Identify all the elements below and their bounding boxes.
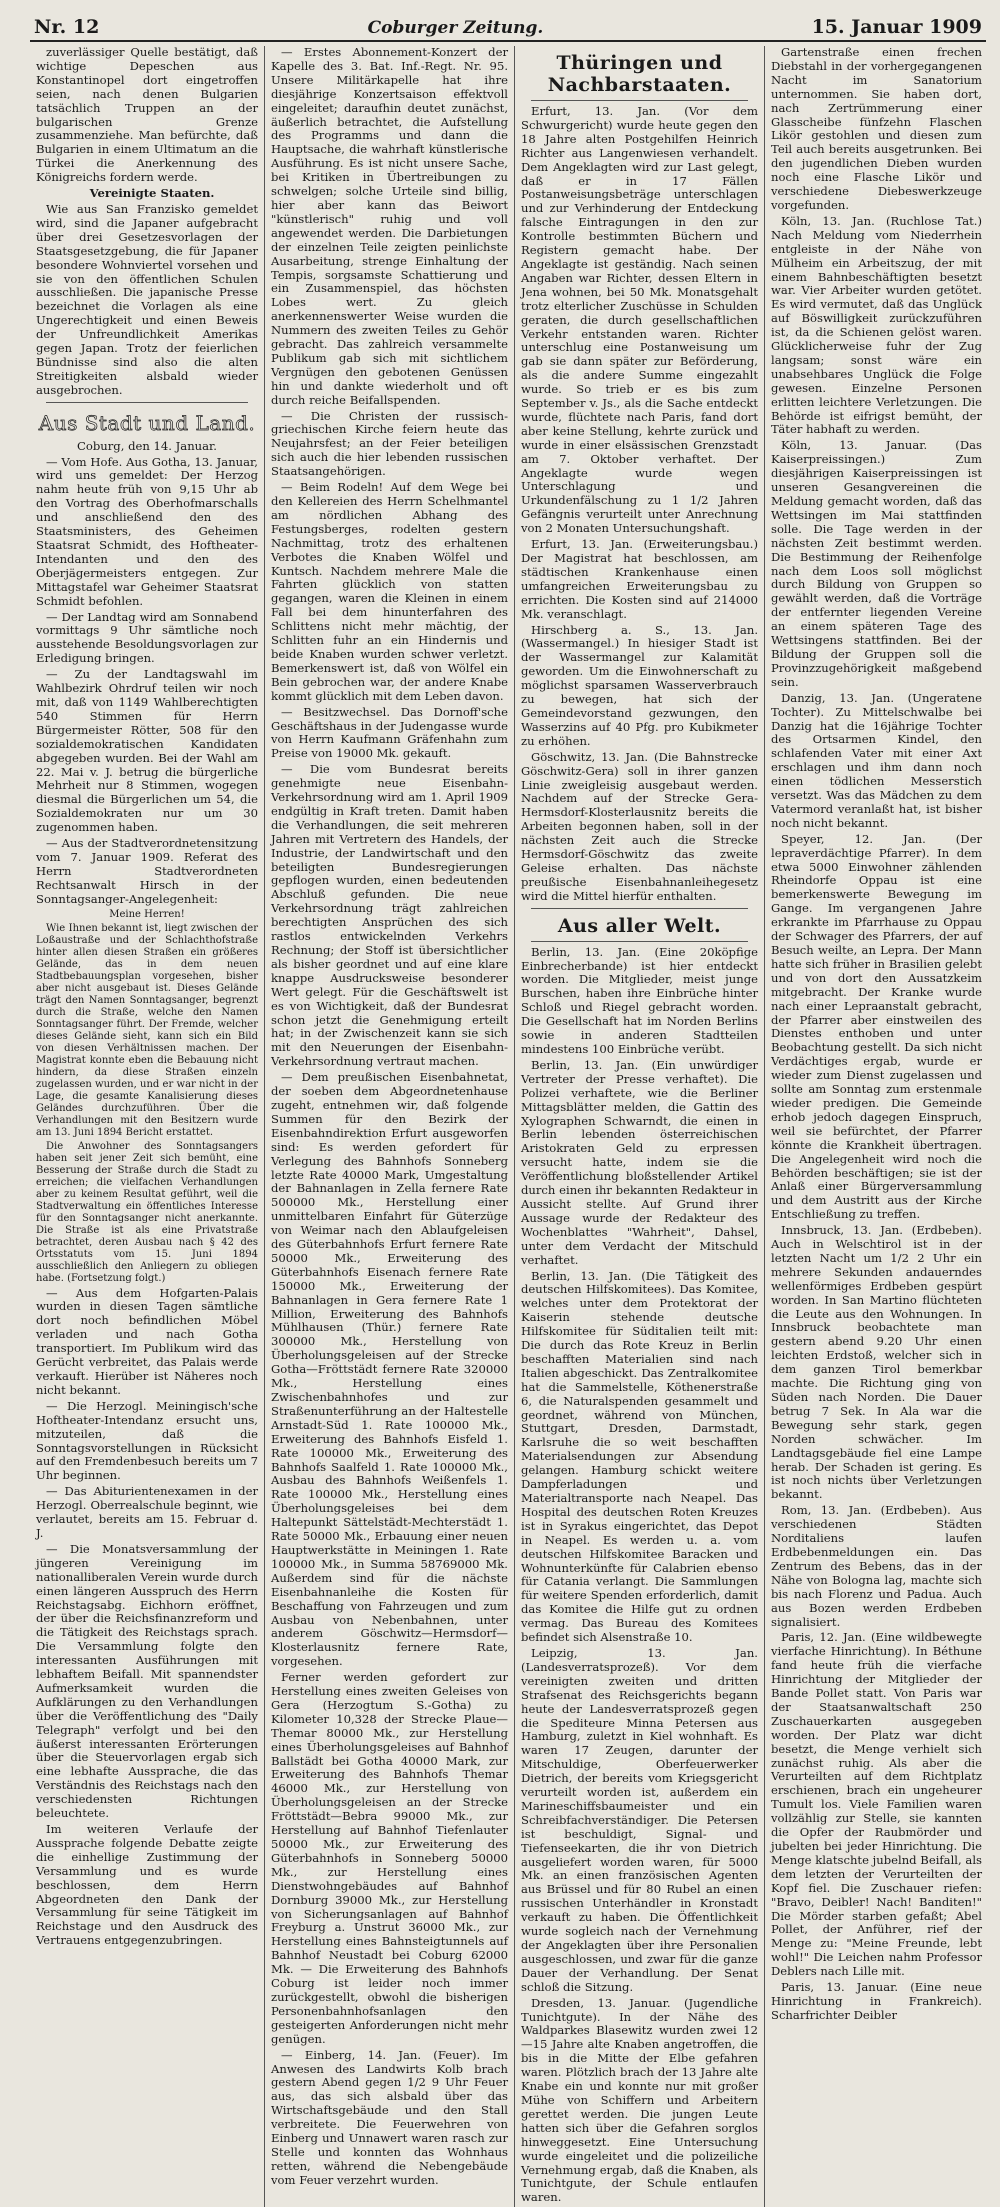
article-paragraph: Im weiteren Verlaufe der Aussprache folgende Debatte zeigte die einhellige Zustimmung der Versammlung und es wurde beschlossen, dem Herrn Abgeordneten den Dank der Versammlung für seine Tätigkeit im Reichstage und den Ausdruck des Vertrauens entgegenzubringen. bbox=[36, 1822, 258, 1948]
article-paragraph: Paris, 12. Jan. (Eine wildbewegte vierfache Hinrichtung). In Béthune fand heute früh die vierfache Hinrichtung der Mitglieder der Bande Pollet statt. Von Paris war der Staatsanwaltschaft 250 Zuschauerkarten ausgegeben worden. Der Platz war dicht besetzt, die Menge verhielt sich zunächst ruhig. Als aber die Verurteilten auf dem Richtplatz erschienen, brach ein ungeheurer Tumult los. Viele Familien waren vollzählig zur Stelle, sie kannten die Opfer der Raubmörder und jubelten bei jeder Hinrichtung. Die Menge klatschte jubelnd Beifall, als dem letzten der Verurteilten der Kopf fiel. Die Zuschauer riefen: "Bravo, Deibler! Nach! Banditen!" Die Mörder starben gefaßt; Abel Pollet, der Anführer, rief der Menge zu: "Meine Freunde, lebt wohl!" Die Leichen nahm Professor Deblers nach Lille mit. bbox=[771, 1630, 982, 1979]
article-paragraph: Göschwitz, 13. Jan. (Die Bahnstrecke Göschwitz-Gera) soll in ihrer ganzen Linie zweigleisig ausgebaut werden. Nachdem auf der Strecke Gera-Hermsdorf-Klosterlausnitz bereits die Arbeiten begonnen haben, soll in der nächsten Zeit auch die Strecke Hermsdorf-Göschwitz das zweite Geleise erhalten. Das nächste preußische Eisenbahnanleihegesetz wird die Mittel hierfür enthalten. bbox=[521, 749, 758, 903]
article-paragraph: Leipzig, 13. Jan. (Landesverratsprozeß). Vor dem vereinigten zweiten und dritten Strafsenat des Reichsgerichts begann heute der Landesverratsprozeß gegen die Spediteure Minna Petersen aus Hamburg, zuletzt in Kiel wohnhaft. Es waren 17 Zeugen, darunter der Mitschuldige, Oberfeuerwerker Dietrich, der bereits vom Kriegsgericht verurteilt worden ist, außerdem ein Marineschiffsbaumeister und ein Schreibfachverständiger. Die Petersen ist beschuldigt, Signal- und Tiefenseekarten, die ihr von Dietrich ausgeliefert worden waren, für 5000 Mk. an einen französischen Agenten aus Brüssel und für 80 Rubel an einen russischen Unterhändler in Kronstadt verkauft zu haben. Die Öffentlichkeit wurde sogleich nach der Vernehmung der Angeklagten über ihre Personalien ausgeschlossen, und zwar für die ganze Dauer der Verhandlung. Der Senat schloß die Sitzung. bbox=[521, 1645, 758, 1994]
divider bbox=[531, 100, 748, 101]
column-3 bbox=[515, 46, 765, 2207]
column-1 bbox=[30, 46, 265, 2207]
article-paragraph: — Erstes Abonnement-Konzert der Kapelle des 3. Bat. Inf.-Regt. Nr. 95. Unsere Militärkapelle hat ihre diesjährige Konzertsaison effektvoll eingeleitet; daraufhin deutet zunächst, äußerlich betrachtet, die Aufstellung des Programms und dann die Hauptsache, die wahrhaft künstlerische Ausführung. Es ist nicht unsere Sache, bei Kritiken in Übertreibungen zu schwelgen; solche Urteile sind billig, hier aber kann das Beiwort "künstlerisch" ruhig und voll angewendet werden. Die Darbietungen der einzelnen Teile zeigten peinlichste Ausarbeitung, strenge Einhaltung der Tempis, sorgsamste Schattierung und ein Zusammenspiel, das höchsten Lobes wert. Zu gleich anerkennenswerter Weise wurden die Nummern des zweiten Teiles zu Gehör gebracht. Das zahlreich versammelte Publikum gab sich mit sichtlichem Vergnügen den gebotenen Genüssen hin und dankte wiederholt und oft durch reiche Beifallspenden. bbox=[271, 45, 508, 407]
article-paragraph: — Einberg, 14. Jan. (Feuer). Im Anwesen des Landwirts Kolb brach gestern Abend gegen 1/2 9 Uhr Feuer aus, das sich alsbald über das Wirtschaftsgebäude und den Stall verbreitete. Die Feuerwehren von Einberg und Unnawert waren rasch zur Stelle und konnten das Wohnhaus retten, während die Nebengebäude vom Feuer verzehrt wurden. bbox=[271, 2047, 508, 2187]
section-heading: Aus aller Welt. bbox=[557, 914, 722, 937]
dateline: Coburg, den 14. Januar. bbox=[77, 438, 217, 453]
article-paragraph: — Dem preußischen Eisenbahnetat, der soeben dem Abgeordnetenhause zugeht, entnehmen wir, daß folgende Summen für den Bezirk der Eisenbahndirektion Erfurt ausgeworfen sind: Es werden gefordert für Verlegung des Bahnhofs Sonneberg letzte Rate 40000 Mark, Umgestaltung der Bahnanlagen in Zella fernere Rate 500000 Mk., Herstellung einer unmittelbaren Einfahrt für Güterzüge von Weimar nach den Ablaufgeleisen des Güterbahnhofs Erfurt fernere Rate 50000 Mk., Erweiterung des Güterbahnhofs Eisenach fernere Rate 150000 Mk., Erweiterung der Bahnanlagen in Gera fernere Rate 1 Million, Erweiterung des Bahnhofs Mühlhausen (Thür.) fernere Rate 300000 Mk., Herstellung von Überholungsgeleisen auf der Strecke Gotha—Fröttstädt fernere Rate 320000 Mk., Herstellung eines Zwischenbahnhofes und zur Straßenunterführung an der Haltestelle Arnstadt-Süd 1. Rate 100000 Mk., Erweiterung des Bahnhofs Eisfeld 1. Rate 100000 Mk., Erweiterung des Bahnhofs Saalfeld 1. Rate 100000 Mk., Ausbau des Bahnhofs Weißenfels 1. Rate 100000 Mk., Herstellung eines Überholungsgeleises bei dem Haltepunkt Sättelstädt-Mechterstädt 1. Rate 50000 Mk., Erbauung einer neuen Hauptwerkstätte in Meiningen 1. Rate 100000 Mk., in Summa 58769000 Mk. Außerdem sind für die nächste Eisenbahnanleihe die Kosten für Beschaffung von Fahrzeugen und zum Ausbau von Nebenbahnen, unter anderem Göschwitz—Hermsdorf—Klosterlausnitz fernere Rate, vorgesehen. bbox=[271, 1070, 508, 1669]
section-heading: Thüringen und Nachbarstaaten. bbox=[547, 52, 732, 96]
article-paragraph: Speyer, 12. Jan. (Der lepraverdächtige Pfarrer). In dem etwa 5000 Einwohner zählenden Rheindorfe Oppau ist eine bemerkenswerte Bewegung im Gange. Im vergangenen Jahre erkrankte im Pfarrhause zu Oppau der Schwager des Pfarrers, der auf Besuch weilte, an Lepra. Der Mann hatte sich früher in Brasilien gelebt und von dort den Aussatzkeim mitgebracht. Der Kranke wurde nach einer Lepraanstalt gebracht, der Pfarrer aber einstweilen des Dienstes enthoben und unter Beobachtung gestellt. Da sich nicht Verdächtiges ergab, wurde er wieder zum Dienst zugelassen und sollte am Sonntag zum erstenmale wieder predigen. Die Gemeinde erhob jedoch dagegen Einspruch, weil sie befürchtet, der Pfarrer könnte die Krankheit übertragen. Die Angelegenheit wird noch die Behörden beschäftigen; sie ist der Anlaß einer Bürgerversammlung und dem Austritt aus der Kirche Entschließung zu treffen. bbox=[771, 831, 982, 1222]
article-paragraph: Köln, 13. Jan. (Ruchlose Tat.) Nach Meldung vom Niederrhein entgleiste in der Nähe von Mülheim ein Arbeitszug, der mit einem Bahnbeschäftigten besetzt war. Vier Arbeiter wurden getötet. Es wird vermutet, daß das Unglück auf Böswilligkeit zurückzuführen ist, da die Schienen gelöst waren. Glücklicherweise fuhr der Zug langsam; sonst wäre ein unabsehbares Unglück die Folge gewesen. Einzelne Personen erlitten leichtere Verletzungen. Die Behörde ist eifrigst bemüht, der Täter habhaft zu werden. bbox=[771, 213, 982, 437]
issue-number: Nr. 12 bbox=[34, 16, 100, 38]
speech-salutation: Meine Herren! bbox=[109, 908, 185, 920]
article-paragraph: Berlin, 13. Jan. (Eine 20köpfige Einbrecherbande) ist hier entdeckt worden. Die Mitglieder, meist junge Burschen, haben ihre Einbrüche hinter Schloß und Riegel gebracht worden. Die Gesellschaft hat im Norden Berlins sowie in anderen Stadtteilen mindestens 100 Einbrüche verübt. bbox=[521, 944, 758, 1056]
article-paragraph: — Zu der Landtagswahl im Wahlbezirk Ohrdruf teilen wir noch mit, daß von 1149 Wahlberechtigten 540 Stimmen für Herrn Bürgermeister Rötter, 508 für den sozialdemokratischen Kandidaten abgegeben wurden. Bei der Wahl am 22. Mai v. J. betrug die bürgerliche Mehrheit nur 8 Stimmen, wogegen diesmal die Bürgerlichen um 54, die Sozialdemokraten nur um 30 zugenommen haben. bbox=[36, 667, 258, 835]
section-heading: Aus Stadt und Land. bbox=[38, 410, 256, 435]
columns bbox=[30, 45, 986, 2205]
newspaper-title: Coburger Zeitung. bbox=[367, 18, 544, 38]
article-paragraph: Danzig, 13. Jan. (Ungeratene Tochter). Zu Mittelschwalbe bei Danzig hat die 16jährige Tochter des Ortsarmen Kindel, den schlafenden Vater mit einer Axt erschlagen und ihm dann noch einen tödlichen Messerstich versetzt. Was das Mädchen zu dem Vatermord veranlaßt hat, ist bisher noch nicht bekannt. bbox=[771, 690, 982, 830]
article-paragraph: Hirschberg a. S., 13. Jan. (Wassermangel.) In hiesiger Stadt ist der Wassermangel zur Kalamität geworden. Um die Einwohnerschaft zu möglichst sparsamen Wasserverbrauch zu bewegen, hat sich der Gemeindevorstand gezwungen, den Wasserzins auf 40 Pfg. pro Kubikmeter zu erhöhen. bbox=[521, 622, 758, 748]
article-paragraph: Erfurt, 13. Jan. (Erweiterungsbau.) Der Magistrat hat beschlossen, am städtischen Krankenhause einen umfangreichen Erweiterungsbau zu errichten. Die Kosten sind auf 214000 Mk. veranschlagt. bbox=[521, 537, 758, 621]
article-paragraph: — Aus der Stadtverordnetensitzung vom 7. Januar 1909. Referat des Herrn Stadtverordneten Rechtsanwalt Hirsch in der Sonntagsanger-Angelegenheit: bbox=[36, 836, 258, 906]
article-paragraph: Erfurt, 13. Jan. (Vor dem Schwurgericht) wurde heute gegen den 18 Jahre alten Postgehilfen Heinrich Richter aus Langenwiesen verhandelt. Dem Angeklagten wird zur Last gelegt, daß er in 17 Fällen Postanweisungsbeträge unterschlagen und zur Verhinderung der Entdeckung falsche Eintragungen in den zur Kontrolle bestimmten Büchern und Registern gemacht habe. Der Angeklagte ist geständig. Nach seinen Angaben war Richter, dessen Eltern in Jena wohnen, bei 50 Mk. Monatsgehalt trotz elterlicher Zuschüsse in Schulden geraten, die durch gesellschaftlichen Verkehr entstanden waren. Richter unterschlug eine Postanweisung um gab sie dann später zur Beförderung, als die andere Summe eingezahlt wurde. So trieb er es bis zum September v. Js., als die Sache entdeckt wurde, flüchtete nach Paris, fand dort aber keine Stellung, kehrte zurück und wurde in einer elsässischen Grenzstadt am 7. Oktober verhaftet. Der Angeklagte wurde wegen Unterschlagung und Urkundenfälschung zu 1 1/2 Jahren Gefängnis verurteilt unter Anrechnung von 2 Monaten Untersuchungshaft. bbox=[521, 104, 758, 536]
article-paragraph: Wie Ihnen bekannt ist, liegt zwischen der Loßaustraße und der Schlachthofstraße hinter allen diesen Straßen ein größeres Gelände, das in dem neuen Stadtbebauungsplan vorgesehen, bisher aber nicht ausgebaut ist. Dieses Gelände trägt den Namen Sonntagsanger, begrenzt durch die Straße, welche den Namen Sonntagsanger führt. Der Fremde, welcher dieses Gelände sieht, kann sich ein Bild von diesen Verhältnissen machen. Der Magistrat konnte eben die Bebauung nicht hindern, da diese Straßen einzeln zugelassen wurden, und er war nicht in der Lage, die gesamte Kanalisierung dieses Geländes durchzuführen. Über die Verhandlungen mit den Besitzern wurde am 13. Juni 1894 Bericht erstattet. bbox=[36, 922, 258, 1138]
article-paragraph: Die Anwohner des Sonntagsangers haben seit jener Zeit sich bemüht, eine Besserung der Straße durch die Stadt zu erreichen; die vielfachen Verhandlungen aber zu keinem Resultat geführt, weil die Stadtverwaltung ein öffentliches Interesse für den Sonntagsanger nicht anerkannte. Die Straße ist als eine Privatstraße betrachtet, deren Ausbau nach § 42 des Ortsstatuts vom 15. Juni 1894 ausschließlich den Anliegern zu obliegen habe. (Fortsetzung folgt.) bbox=[36, 1140, 258, 1284]
divider bbox=[531, 941, 748, 942]
article-paragraph: Dresden, 13. Januar. (Jugendliche Tunichtgute). In der Nähe des Waldparkes Blasewitz wurden zwei 12—15 Jahre alte Knaben angetroffen, die bis in die Mitte der Elbe gefahren waren. Plötzlich brach der 13 Jahre alte Knabe ein und konnte nur mit großer Mühe von Schiffern und Arbeitern gerettet werden. Die jungen Leute hatten sich über die Gefahren sorglos hinweggesetzt. Eine Untersuchung wurde eingeleitet und die polizeiliche Vernehmung ergab, daß die Knaben, als Tunichtgute, der Schule entlaufen waren. bbox=[521, 1995, 758, 2205]
article-paragraph: — Das Abiturientenexamen in der Herzogl. Oberrealschule beginnt, wie verlautet, bereits am 15. Februar d. J. bbox=[36, 1484, 258, 1540]
article-paragraph: — Besitzwechsel. Das Dornoff'sche Geschäftshaus in der Judengasse wurde von Herrn Kaufmann Gräfenhahn zum Preise von 19000 Mk. gekauft. bbox=[271, 704, 508, 761]
article-paragraph: Ferner werden gefordert zur Herstellung eines zweiten Geleises von Gera (Herzogtum S.-Gotha) zu Kilometer 10,328 der Strecke Plaue—Themar 80000 Mk., zur Herstellung eines Überholungsgeleises auf Bahnhof Ballstädt bei Gotha 40000 Mark, zur Erweiterung des Bahnhofs Themar 46000 Mk., zur Herstellung von Überholungsgeleisen an der Strecke Fröttstädt—Bebra 99000 Mk., zur Herstellung auf Bahnhof Tiefenlauter 50000 Mk., zur Erweiterung des Güterbahnhofs in Sonneberg 50000 Mk., zur Herstellung eines Dienstwohngebäudes auf Bahnhof Dornburg 39000 Mk., zur Herstellung von Sicherungsanlagen auf Bahnhof Freyburg a. Unstrut 36000 Mk., zur Herstellung eines Bahnsteigtunnels auf Bahnhof Neustadt bei Coburg 62000 Mk. — Die Erweiterung des Bahnhofs Coburg ist leider noch immer zurückgestellt, obwohl die bisherigen Personenbahnhofsanlagen den gesteigerten Anforderungen nicht mehr genügen. bbox=[271, 1670, 508, 2046]
article-paragraph: — Aus dem Hofgarten-Palais wurden in diesen Tagen sämtliche dort noch befindlichen Möbel verladen und nach Gotha transportiert. Im Publikum wird das Gerücht verbreitet, das Palais werde verkauft. Hierüber ist Näheres noch nicht bekannt. bbox=[36, 1285, 258, 1397]
column-2 bbox=[265, 46, 515, 2207]
article-paragraph: — Die Christen der russisch-griechischen Kirche feiern heute das Neujahrsfest; an der Feier beteiligen sich auch die hier lebenden russischen Staatsangehörigen. bbox=[271, 408, 508, 479]
article-paragraph: zuverlässiger Quelle bestätigt, daß wichtige Depeschen aus Konstantinopel dort eingetroffen seien, nach denen Bulgarien tatsächlich Truppen an der bulgarischen Grenze zusammenziehe. Man befürchte, daß Bulgarien in einem Ultimatum an die Türkei die Anerkennung des Königreichs fordern werde. bbox=[36, 45, 258, 185]
article-paragraph: — Die vom Bundesrat bereits genehmigte neue Eisenbahn-Verkehrsordnung wird am 1. April 1909 endgültig in Kraft treten. Damit haben die Verhandlungen, die seit mehreren Jahren mit Vertretern des Handels, der Industrie, der Landwirtschaft und den beteiligten Bundesregierungen gepflogen wurden, einen bedeutenden Abschluß gefunden. Die neue Verkehrsordnung trägt zahlreichen berechtigten Ansprüchen des sich rastlos entwickelnden Verkehrs Rechnung; der Stoff ist übersichtlicher als bisher geordnet und auf eine klare knappe Ausdrucksweise besonderer Wert gelegt. Für die Geschäftswelt ist es von Wichtigkeit, daß der Bundesrat schon jetzt die Genehmigung erteilt hat; in der Zwischenzeit kann sie sich mit den Neuerungen der Eisenbahn-Verkehrsordnung vertraut machen. bbox=[271, 762, 508, 1069]
article-paragraph: Köln, 13. Januar. (Das Kaiserpreissingen.) Zum diesjährigen Kaiserpreissingen ist unseren Gesangvereinen die Meldung gemacht worden, daß das Wettsingen im Mai stattfinden solle. Die Tage werden in der nächsten Zeit bestimmt werden. Die Bestimmung der Reihenfolge nach dem Loos soll möglichst durch Bildung von Gruppen so gewählt werden, daß die Vorträge der entfernter liegenden Vereine an einem späteren Tage des Wettsingens stattfinden. Bei der Bildung der Gruppen soll die Provinzzugehörigkeit maßgebend sein. bbox=[771, 438, 982, 689]
article-paragraph: — Die Herzogl. Meiningisch'sche Hoftheater-Intendanz ersucht uns, mitzuteilen, daß die Sonntagsvorstellungen in Rücksicht auf den Fremdenbesuch bereits um 7 Uhr beginnen. bbox=[36, 1398, 258, 1483]
article-paragraph: Berlin, 13. Jan. (Die Tätigkeit des deutschen Hilfskomitees). Das Komitee, welches unter dem Protektorat der Kaiserin stehende deutsche Hilfskomitee für Süditalien teilt mit: Die durch das Rote Kreuz in Berlin beschafften Materialien sind nach Italien abgeschickt. Das Zentralkomitee hat die Sammelstelle, Köthenerstraße 6, die Naturalspenden gesammelt und geordnet, während von München, Stuttgart, Dresden, Darmstadt, Karlsruhe die so weit beschafften Materialsendungen zur Absendung gelangen. Hamburg schickt weitere Dampferladungen und Materialtransporte nach Neapel. Das Hospital des deutschen Roten Kreuzes ist in Syrakus eingerichtet, das Depot in Neapel. Es werden u. a. vom deutschen Hilfskomitee Baracken und Wohnunterkünfte für Calabrien ebenso für Catania verlangt. Die Sammlungen für weitere Spenden erforderlich, damit das Komitee die Hilfe gut zu ordnen vermag. Das Bureau des Komitees befindet sich Alsenstraße 10. bbox=[521, 1268, 758, 1645]
article-paragraph: Paris, 13. Januar. (Eine neue Hinrichtung in Frankreich). Scharfrichter Deibler bbox=[771, 1980, 982, 2022]
divider bbox=[46, 402, 248, 403]
article-paragraph: — Beim Rodeln! Auf dem Wege bei den Kellereien des Herrn Schelhmantel am nördlichen Abhang des Festungsberges, rodelten gestern Nachmittag, trotz des erhaltenen Verbotes die Knaben Wölfel und Kuntsch. Nachdem mehrere Male die Fahrten glücklich von statten gegangen, waren die Kleinen in einem Fall bei dem hinunterfahren des Schlittens nicht mehr mächtig, der Schlitten fuhr an ein Hindernis und beide Knaben wurden schwer verletzt. Bemerkenswert ist, daß von Wölfel ein Bein gebrochen war, der andere Knabe kommt glücklich mit dem Leben davon. bbox=[271, 480, 508, 703]
article-paragraph: — Die Monatsversammlung der jüngeren Vereinigung im nationalliberalen Verein wurde durch einen längeren Ausspruch des Herrn Reichstagsabg. Eichhorn eröffnet, der über die Reichsfinanzreform und die Tätigkeit des Reichstags sprach. Die Versammlung folgte den interessanten Ausführungen mit lebhaftem Beifall. Mit spannendster Aufmerksamkeit wurden die Aufklärungen zu den Verhandlungen über die Veröffentlichung des "Daily Telegraph" verfolgt und bei den äußerst interessanten Erörterungen über die Steuervorlagen ergab sich eine lebhafte Aussprache, die das Verständnis des Reichstags nach den verschiedensten Richtungen beleuchtete. bbox=[36, 1541, 258, 1821]
article-paragraph: Gartenstraße einen frechen Diebstahl in der vorhergegangenen Nacht im Sanatorium unternommen. Sie haben dort, nach Zertrümmerung einer Glasscheibe fünfzehn Flaschen Likör gestohlen und diesen zum Teil auch bereits ausgetrunken. Bei den jugendlichen Dieben wurden noch eine Flasche Likör und verschiedene Diebeswerkzeuge vorgefunden. bbox=[771, 45, 982, 212]
article-paragraph: Wie aus San Franzisko gemeldet wird, sind die Japaner aufgebracht über drei Gesetzesvorlagen der Staatsgesetzgebung, die für Japaner besondere Wohnviertel vorsehen und sie von den öffentlichen Schulen ausschließen. Die japanische Presse bezeichnet die Vorlagen als eine Ungerechtigkeit und einen Beweis der Unfreundlichkeit Amerikas gegen Japan. Trotz der feierlichen Bündnisse sind also die alten Streitigkeiten alsbald wieder ausgebrochen. bbox=[36, 201, 258, 397]
article-paragraph: Berlin, 13. Jan. (Ein unwürdiger Vertreter der Presse verhaftet). Die Polizei verhaftete, wie die Berliner Mittagsblätter melden, die Gattin des Xylographen Schwarndt, die einen in Berlin lebenden österreichischen Aristokraten Geld zu erpressen versucht hatte, indem sie die Veröffentlichung bloßstellender Artikel durch einen ihr bekannten Redakteur in Aussicht stellte. Auf Grund ihrer Aussage wurde der Redakteur des Wochenblattes "Wahrheit", Dahsel, unter dem Verdacht der Mitschuld verhaftet. bbox=[521, 1057, 758, 1267]
article-paragraph: Rom, 13. Jan. (Erdbeben). Aus verschiedenen Städten Norditaliens laufen Erdbebenmeldungen ein. Das Zentrum des Bebens, das in der Nähe von Bologna lag, machte sich bis nach Florenz und Padua. Auch aus Bozen werden Erdbeben signalisiert. bbox=[771, 1503, 982, 1629]
article-paragraph: — Vom Hofe. Aus Gotha, 13. Januar, wird uns gemeldet: Der Herzog nahm heute früh von 9,15 Uhr ab den Vortrag des Oberhofmarschalls und anschließend den des Staatsministers, des Geheimen Staatsrat Schmidt, des Hoftheater-Intendanten und den des Oberjägermeisters entgegen. Zur Mittagstafel war Geheimer Staatsrat Schmidt befohlen. bbox=[36, 454, 258, 608]
article-paragraph: — Der Landtag wird am Sonnabend vormittags 9 Uhr sämtliche noch ausstehende Besoldungsvorlagen zur Erledigung bringen. bbox=[36, 609, 258, 666]
column-4 bbox=[765, 46, 988, 2207]
subsection-heading: Vereinigte Staaten. bbox=[89, 186, 215, 201]
divider bbox=[531, 908, 748, 909]
issue-date: 15. Januar 1909 bbox=[811, 16, 982, 38]
masthead bbox=[30, 10, 986, 42]
article-paragraph: Innsbruck, 13. Jan. (Erdbeben). Auch in Welschtirol ist in der letzten Nacht um 1/2 2 Uhr ein mehrere Sekunden andauerndes wellenförmiges Erdbeben gespürt worden. In San Martino flüchteten die Leute aus den Wohnungen. In Innsbruck beobachtete man gestern abend 9.20 Uhr einen leichten Erdstoß, welcher sich in dem ganzen Tirol bemerkbar machte. Die Richtung ging von Süden nach Norden. Die Dauer betrug 7 Sek. In Ala war die Bewegung sehr stark, gegen Norden schwächer. Im Landtagsgebäude fiel eine Lampe herab. Der Schaden ist gering. Es ist noch nichts über Verletzungen bekannt. bbox=[771, 1223, 982, 1502]
